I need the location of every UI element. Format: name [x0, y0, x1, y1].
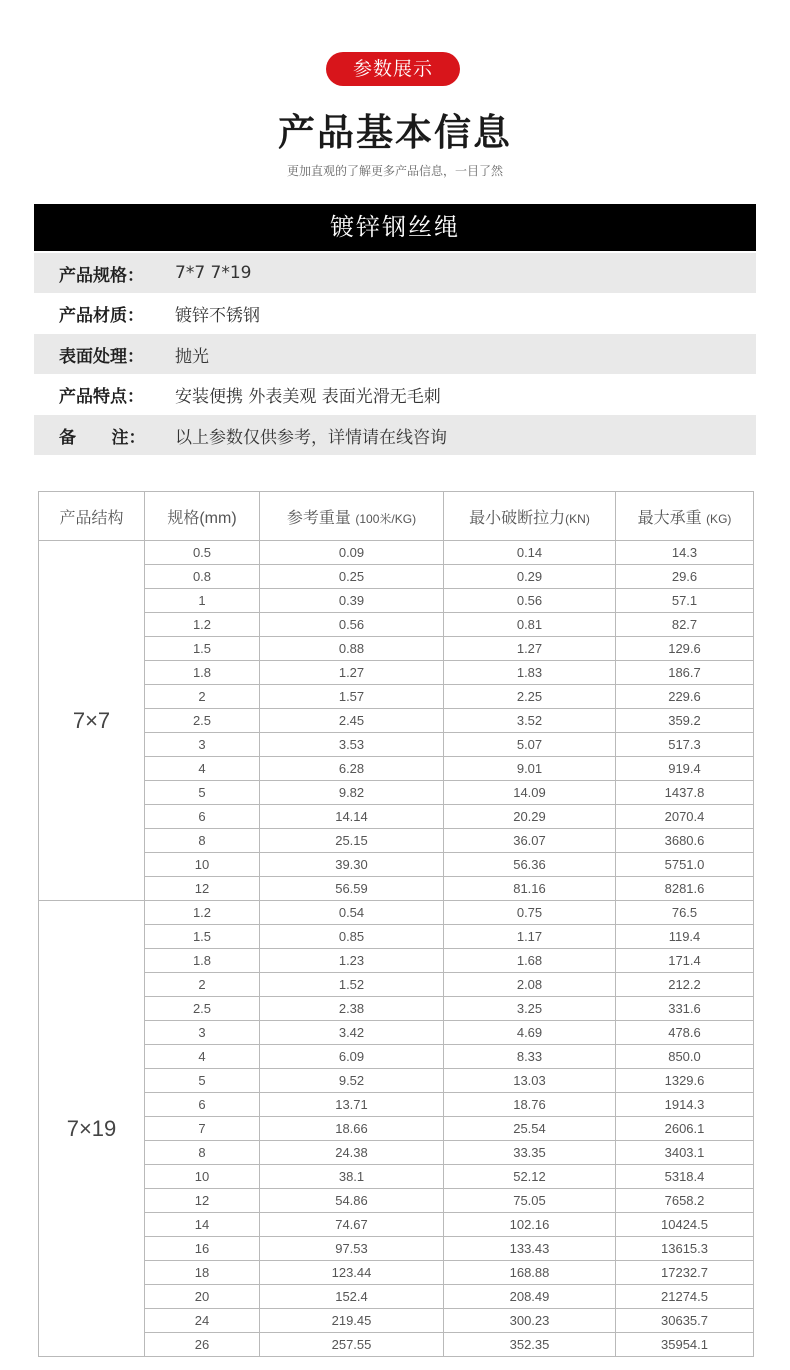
tension-cell: 0.81 — [444, 613, 616, 637]
page-subtitle: 更加直观的了解更多产品信息，一目了然 — [286, 164, 503, 178]
info-list — [34, 253, 756, 456]
tension-cell: 0.56 — [444, 589, 616, 613]
load-cell: 7658.2 — [616, 1189, 754, 1213]
spec-cell: 12 — [145, 877, 260, 901]
product-name-bar: 镀锌钢丝绳 — [34, 204, 756, 251]
table-row — [39, 1261, 754, 1285]
weight-cell: 0.25 — [260, 565, 444, 589]
structure-cell: 7×7 — [39, 541, 145, 901]
weight-cell: 0.85 — [260, 925, 444, 949]
spec-cell: 8 — [145, 829, 260, 853]
weight-cell: 1.23 — [260, 949, 444, 973]
spec-cell: 1.2 — [145, 613, 260, 637]
info-label: 备 注： — [59, 427, 146, 448]
table-row — [39, 1213, 754, 1237]
table-row — [39, 1069, 754, 1093]
table-row — [39, 541, 754, 565]
table-row — [39, 1093, 754, 1117]
tension-cell: 1.83 — [444, 661, 616, 685]
col-header-tension: 最小破断拉力(KN) — [444, 492, 616, 541]
weight-cell: 123.44 — [260, 1261, 444, 1285]
load-cell: 8281.6 — [616, 877, 754, 901]
table-row — [39, 1141, 754, 1165]
table-row — [39, 1045, 754, 1069]
load-cell: 13615.3 — [616, 1237, 754, 1261]
spec-cell: 20 — [145, 1285, 260, 1309]
tension-cell: 300.23 — [444, 1309, 616, 1333]
tension-cell: 14.09 — [444, 781, 616, 805]
tension-cell: 352.35 — [444, 1333, 616, 1357]
table-row — [39, 1117, 754, 1141]
spec-cell: 12 — [145, 1189, 260, 1213]
load-cell: 229.6 — [616, 685, 754, 709]
tension-cell: 102.16 — [444, 1213, 616, 1237]
info-row-features — [34, 375, 756, 415]
load-cell: 3680.6 — [616, 829, 754, 853]
table-row — [39, 997, 754, 1021]
load-cell: 21274.5 — [616, 1285, 754, 1309]
tension-cell: 0.75 — [444, 901, 616, 925]
info-label: 产品规格： — [59, 265, 144, 286]
load-cell: 1329.6 — [616, 1069, 754, 1093]
spec-cell: 1 — [145, 589, 260, 613]
weight-cell: 152.4 — [260, 1285, 444, 1309]
load-cell: 82.7 — [616, 613, 754, 637]
spec-cell: 24 — [145, 1309, 260, 1333]
info-row-spec — [34, 253, 756, 293]
weight-cell: 6.28 — [260, 757, 444, 781]
load-cell: 14.3 — [616, 541, 754, 565]
table-row — [39, 1309, 754, 1333]
tension-cell: 1.68 — [444, 949, 616, 973]
spec-cell: 6 — [145, 805, 260, 829]
weight-cell: 1.27 — [260, 661, 444, 685]
table-row — [39, 781, 754, 805]
weight-cell: 3.53 — [260, 733, 444, 757]
weight-cell: 6.09 — [260, 1045, 444, 1069]
spec-cell: 1.8 — [145, 949, 260, 973]
tension-cell: 2.25 — [444, 685, 616, 709]
spec-cell: 10 — [145, 853, 260, 877]
spec-cell: 5 — [145, 1069, 260, 1093]
load-cell: 129.6 — [616, 637, 754, 661]
spec-cell: 2 — [145, 685, 260, 709]
table-row — [39, 661, 754, 685]
load-cell: 331.6 — [616, 997, 754, 1021]
spec-cell: 5 — [145, 781, 260, 805]
spec-cell: 2.5 — [145, 709, 260, 733]
weight-cell: 39.30 — [260, 853, 444, 877]
spec-cell: 3 — [145, 1021, 260, 1045]
weight-cell: 1.52 — [260, 973, 444, 997]
tension-cell: 81.16 — [444, 877, 616, 901]
col-header-spec: 规格(mm) — [145, 492, 260, 541]
load-cell: 517.3 — [616, 733, 754, 757]
load-cell: 171.4 — [616, 949, 754, 973]
spec-cell: 4 — [145, 757, 260, 781]
tension-cell: 56.36 — [444, 853, 616, 877]
spec-cell: 4 — [145, 1045, 260, 1069]
load-cell: 10424.5 — [616, 1213, 754, 1237]
weight-cell: 2.38 — [260, 997, 444, 1021]
load-cell: 2606.1 — [616, 1117, 754, 1141]
tension-cell: 9.01 — [444, 757, 616, 781]
table-row — [39, 973, 754, 997]
table-row — [39, 901, 754, 925]
weight-cell: 0.56 — [260, 613, 444, 637]
weight-cell: 74.67 — [260, 1213, 444, 1237]
weight-cell: 13.71 — [260, 1093, 444, 1117]
page-title: 产品基本信息 — [278, 111, 512, 154]
table-row — [39, 565, 754, 589]
load-cell: 57.1 — [616, 589, 754, 613]
weight-cell: 3.42 — [260, 1021, 444, 1045]
spec-cell: 1.2 — [145, 901, 260, 925]
table-row — [39, 757, 754, 781]
load-cell: 5318.4 — [616, 1165, 754, 1189]
spec-cell: 26 — [145, 1333, 260, 1357]
table-row — [39, 1237, 754, 1261]
spec-table — [38, 491, 754, 1357]
info-value: 以上参数仅供参考，详情请在线咨询 — [175, 427, 447, 448]
tension-cell: 0.29 — [444, 565, 616, 589]
load-cell: 30635.7 — [616, 1309, 754, 1333]
weight-cell: 56.59 — [260, 877, 444, 901]
spec-cell: 1.5 — [145, 925, 260, 949]
weight-cell: 9.82 — [260, 781, 444, 805]
weight-cell: 54.86 — [260, 1189, 444, 1213]
load-cell: 5751.0 — [616, 853, 754, 877]
load-cell: 17232.7 — [616, 1261, 754, 1285]
tension-cell: 75.05 — [444, 1189, 616, 1213]
structure-cell: 7×19 — [39, 901, 145, 1357]
tension-cell: 18.76 — [444, 1093, 616, 1117]
tension-cell: 208.49 — [444, 1285, 616, 1309]
section-badge: 参数展示 — [326, 52, 460, 86]
info-value: 安装便携 外表美观 表面光滑无毛刺 — [175, 387, 441, 407]
table-header-row — [39, 492, 754, 541]
tension-cell: 36.07 — [444, 829, 616, 853]
table-row — [39, 1189, 754, 1213]
spec-cell: 14 — [145, 1213, 260, 1237]
tension-cell: 4.69 — [444, 1021, 616, 1045]
table-row — [39, 1165, 754, 1189]
info-row-material — [34, 294, 756, 334]
load-cell: 186.7 — [616, 661, 754, 685]
col-header-weight: 参考重量 (100米/KG) — [260, 492, 444, 541]
spec-cell: 3 — [145, 733, 260, 757]
tension-cell: 5.07 — [444, 733, 616, 757]
table-row — [39, 637, 754, 661]
info-row-note — [34, 415, 756, 455]
spec-cell: 10 — [145, 1165, 260, 1189]
tension-cell: 8.33 — [444, 1045, 616, 1069]
tension-cell: 0.14 — [444, 541, 616, 565]
tension-cell: 3.52 — [444, 709, 616, 733]
table-row — [39, 805, 754, 829]
table-row — [39, 877, 754, 901]
spec-cell: 2.5 — [145, 997, 260, 1021]
info-label: 产品特点： — [59, 387, 144, 407]
weight-cell: 24.38 — [260, 1141, 444, 1165]
tension-cell: 2.08 — [444, 973, 616, 997]
table-row — [39, 1285, 754, 1309]
weight-cell: 25.15 — [260, 829, 444, 853]
info-label: 表面处理： — [59, 346, 144, 367]
weight-cell: 38.1 — [260, 1165, 444, 1189]
weight-cell: 2.45 — [260, 709, 444, 733]
load-cell: 2070.4 — [616, 805, 754, 829]
load-cell: 29.6 — [616, 565, 754, 589]
spec-cell: 0.8 — [145, 565, 260, 589]
load-cell: 212.2 — [616, 973, 754, 997]
load-cell: 1437.8 — [616, 781, 754, 805]
load-cell: 1914.3 — [616, 1093, 754, 1117]
weight-cell: 1.57 — [260, 685, 444, 709]
weight-cell: 18.66 — [260, 1117, 444, 1141]
tension-cell: 1.17 — [444, 925, 616, 949]
table-row — [39, 1333, 754, 1357]
weight-cell: 0.54 — [260, 901, 444, 925]
tension-cell: 3.25 — [444, 997, 616, 1021]
weight-cell: 0.09 — [260, 541, 444, 565]
table-row — [39, 1021, 754, 1045]
load-cell: 919.4 — [616, 757, 754, 781]
spec-cell: 2 — [145, 973, 260, 997]
spec-cell: 0.5 — [145, 541, 260, 565]
tension-cell: 133.43 — [444, 1237, 616, 1261]
table-row — [39, 949, 754, 973]
tension-cell: 20.29 — [444, 805, 616, 829]
load-cell: 35954.1 — [616, 1333, 754, 1357]
load-cell: 119.4 — [616, 925, 754, 949]
weight-cell: 0.39 — [260, 589, 444, 613]
load-cell: 3403.1 — [616, 1141, 754, 1165]
tension-cell: 33.35 — [444, 1141, 616, 1165]
weight-cell: 219.45 — [260, 1309, 444, 1333]
weight-cell: 97.53 — [260, 1237, 444, 1261]
spec-cell: 8 — [145, 1141, 260, 1165]
table-row — [39, 829, 754, 853]
tension-cell: 1.27 — [444, 637, 616, 661]
weight-cell: 14.14 — [260, 805, 444, 829]
col-header-load: 最大承重 (KG) — [616, 492, 754, 541]
col-header-structure: 产品结构 — [39, 492, 145, 541]
spec-cell: 6 — [145, 1093, 260, 1117]
weight-cell: 257.55 — [260, 1333, 444, 1357]
tension-cell: 168.88 — [444, 1261, 616, 1285]
spec-cell: 7 — [145, 1117, 260, 1141]
info-value: 7*7 7*19 — [175, 263, 252, 283]
info-value: 镀锌不锈钢 — [175, 306, 260, 326]
load-cell: 850.0 — [616, 1045, 754, 1069]
spec-cell: 1.5 — [145, 637, 260, 661]
load-cell: 359.2 — [616, 709, 754, 733]
weight-cell: 9.52 — [260, 1069, 444, 1093]
table-row — [39, 709, 754, 733]
spec-cell: 16 — [145, 1237, 260, 1261]
table-row — [39, 853, 754, 877]
weight-cell: 0.88 — [260, 637, 444, 661]
info-value: 抛光 — [175, 346, 209, 367]
table-row — [39, 733, 754, 757]
tension-cell: 13.03 — [444, 1069, 616, 1093]
info-label: 产品材质： — [59, 306, 144, 326]
spec-cell: 18 — [145, 1261, 260, 1285]
tension-cell: 25.54 — [444, 1117, 616, 1141]
info-row-surface — [34, 334, 756, 374]
load-cell: 478.6 — [616, 1021, 754, 1045]
table-row — [39, 613, 754, 637]
table-body — [39, 541, 754, 1357]
table-row — [39, 685, 754, 709]
table-row — [39, 589, 754, 613]
spec-cell: 1.8 — [145, 661, 260, 685]
tension-cell: 52.12 — [444, 1165, 616, 1189]
load-cell: 76.5 — [616, 901, 754, 925]
table-row — [39, 925, 754, 949]
